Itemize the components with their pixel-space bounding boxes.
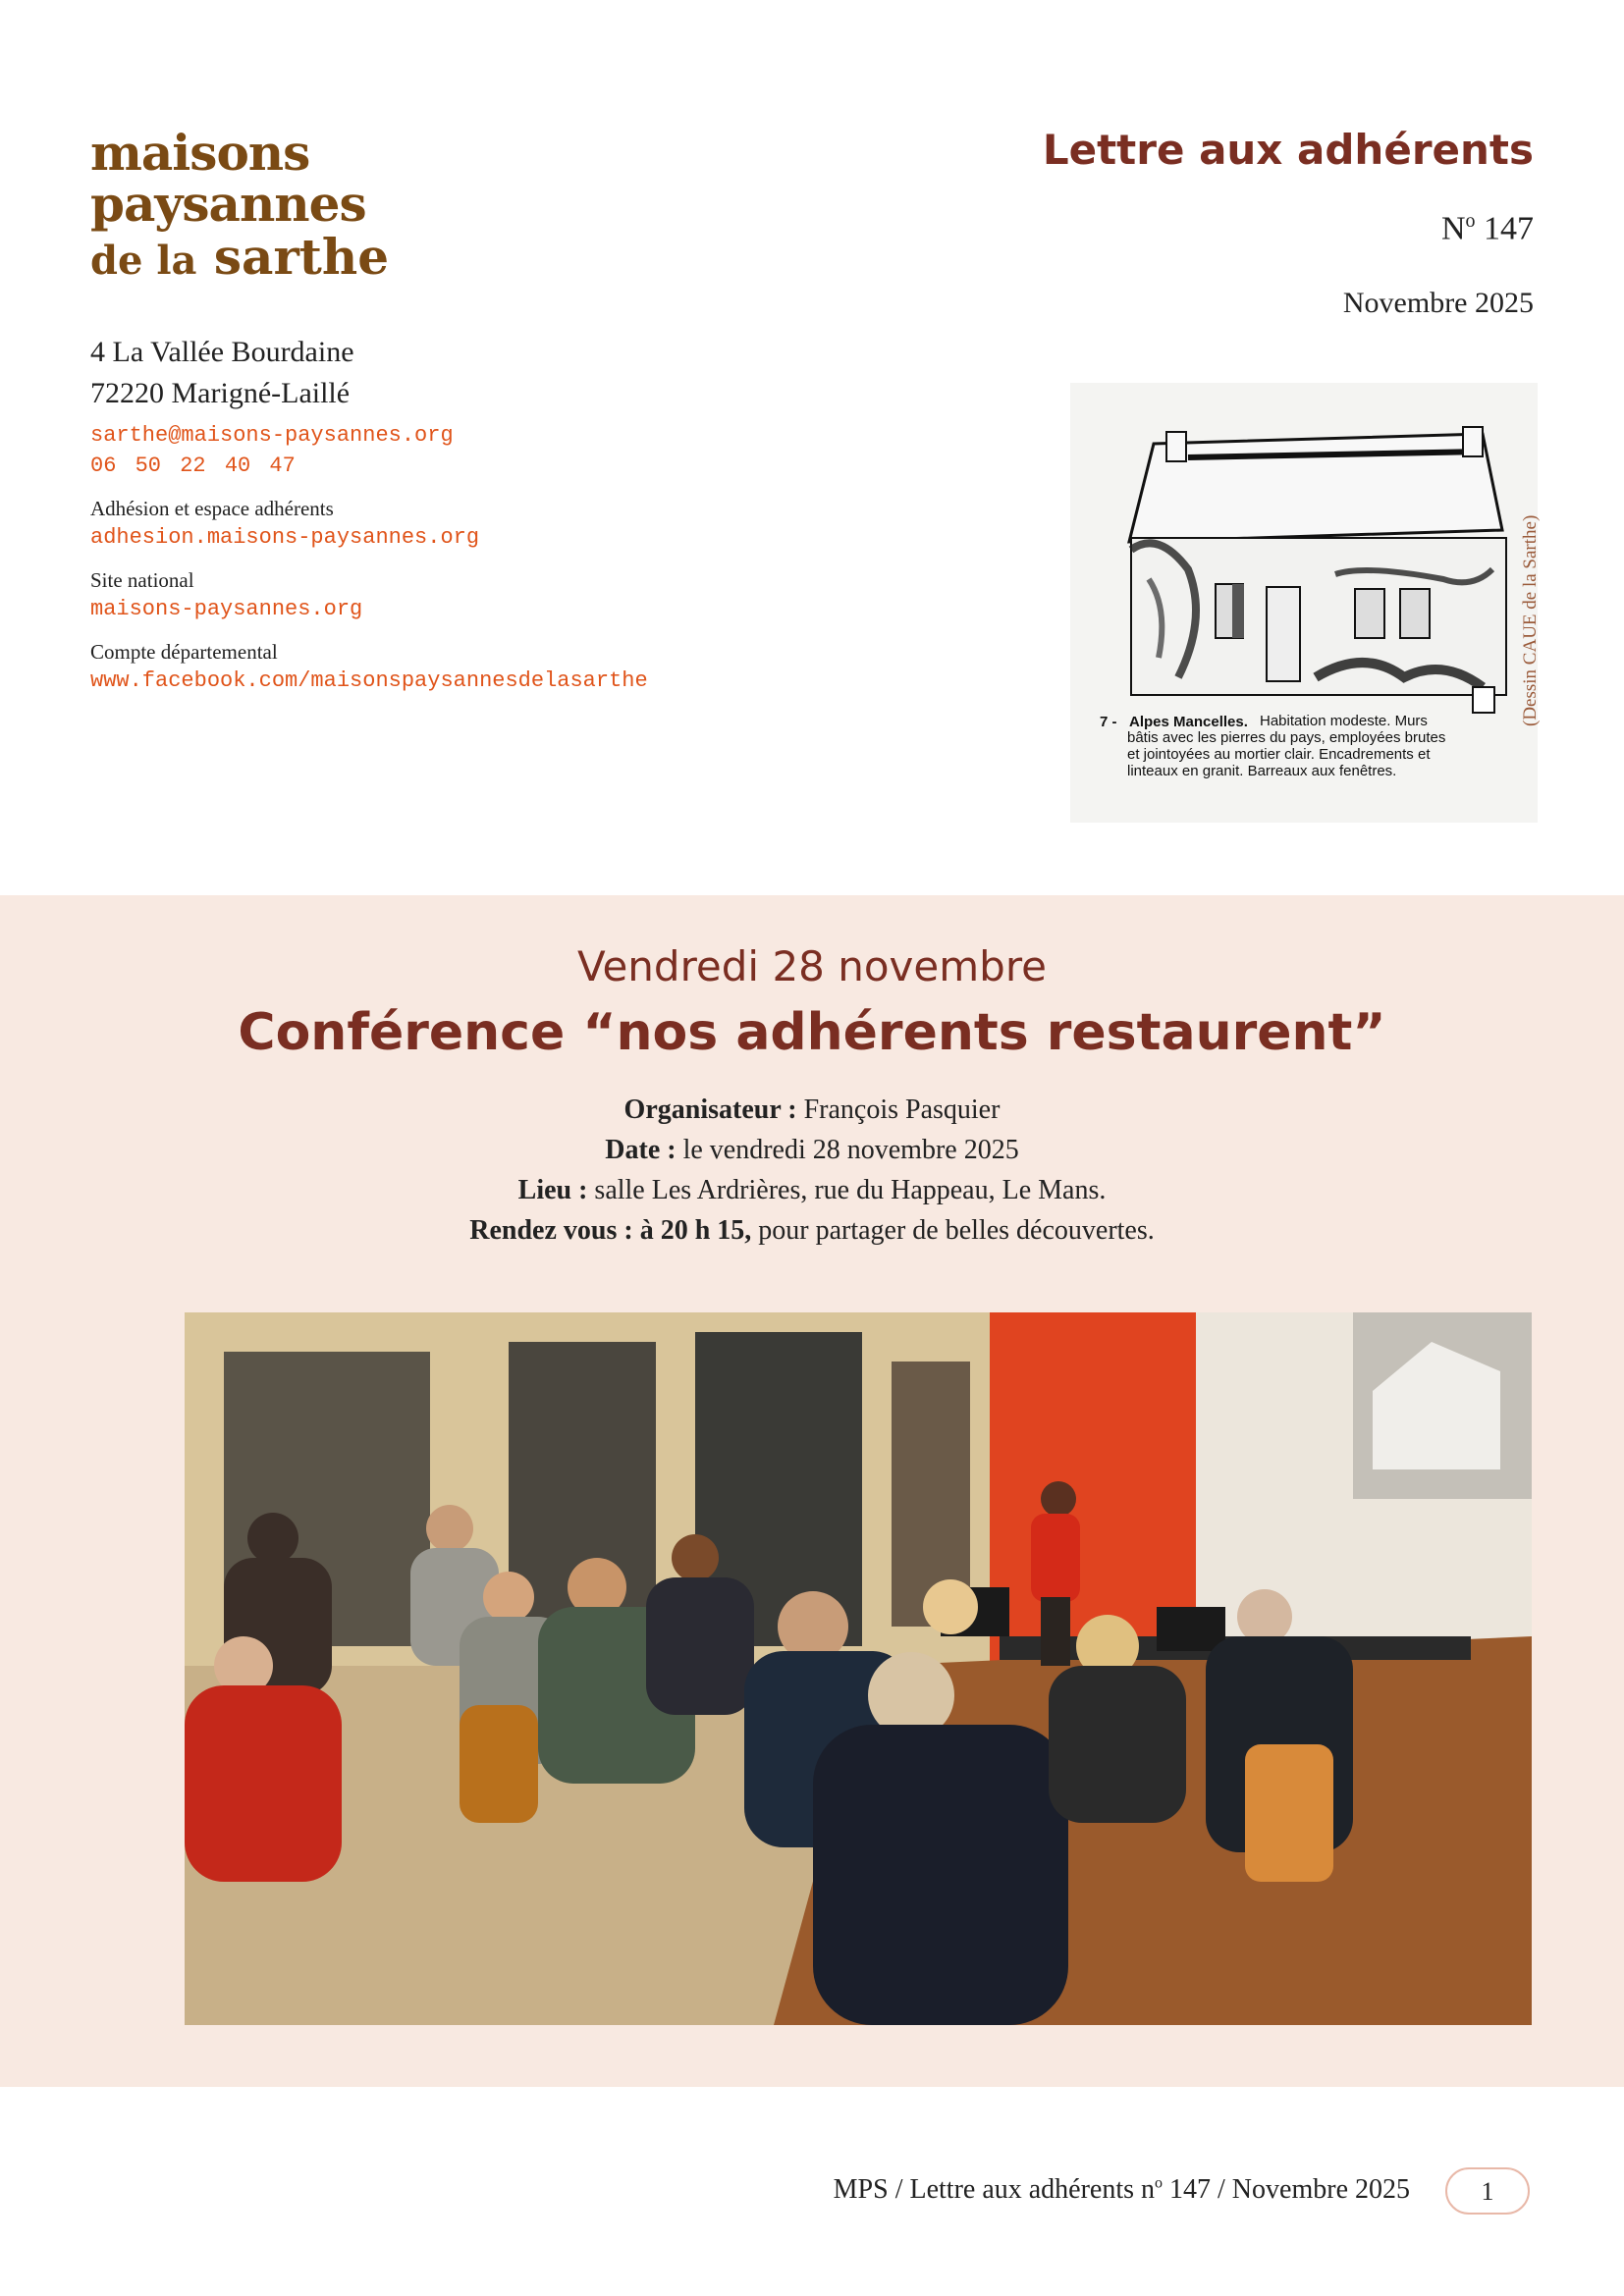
rdv-label: Rendez vous : à 20 h 15, <box>469 1215 752 1246</box>
logo-line-2: paysannes <box>90 175 366 233</box>
logo-line-3-small: de la <box>90 238 197 284</box>
issue-number-prefix: N <box>1440 210 1466 247</box>
footer-text-after: 147 / Novembre 2025 <box>1163 2174 1410 2205</box>
organisateur-label: Organisateur : <box>623 1095 797 1125</box>
date-label: Date : <box>605 1135 677 1165</box>
site-link[interactable]: maisons-paysannes.org <box>90 597 363 621</box>
organisateur-value: François Pasquier <box>803 1095 1001 1125</box>
site-label: Site national <box>90 568 194 592</box>
logo-line-1: maisons <box>90 124 310 182</box>
footer-text-before: MPS / Lettre aux adhérents n <box>833 2174 1156 2205</box>
adhesion-label: Adhésion et espace adhérents <box>90 497 334 520</box>
newsletter-header <box>1043 126 1534 174</box>
event-rdv <box>0 1210 1624 1251</box>
contact-block <box>90 420 648 696</box>
issue-number-value: 147 <box>1484 210 1534 247</box>
adhesion-link[interactable]: adhesion.maisons-paysannes.org <box>90 525 480 550</box>
phone-number[interactable]: 06 50 22 40 47 <box>90 454 296 478</box>
lieu-label: Lieu : <box>517 1175 588 1205</box>
logo-line-3-big: sarthe <box>213 228 390 286</box>
issue-number-sup: o <box>1465 210 1476 232</box>
date-value: le vendredi 28 novembre 2025 <box>682 1135 1019 1165</box>
email-link[interactable]: sarthe@maisons-paysannes.org <box>90 423 454 448</box>
facebook-link[interactable]: www.facebook.com/maisonspaysannesdelasarthe <box>90 668 648 693</box>
issue-number <box>1441 210 1534 247</box>
sketch-caption-title: Alpes Mancelles. <box>1129 714 1248 730</box>
event-title: Conférence “nos adhérents restaurent” <box>238 1003 1386 1062</box>
logo-line-3 <box>90 230 389 289</box>
footer-text <box>834 2174 1410 2206</box>
address-line-1: 4 La Vallée Bourdaine <box>90 336 354 368</box>
footer-text-sup: o <box>1155 2174 1164 2192</box>
issue-date: Novembre 2025 <box>1342 287 1534 319</box>
sketch-caption-text: Habitation modeste. Murs bâtis avec les pierres du pays, employées brutes et jointoyées au mortier clair. Encadrements et linteaux en granit. Barreaux aux fenêtres. <box>1127 713 1446 779</box>
event-lieu <box>0 1170 1624 1210</box>
address-line-2: 72220 Marigné-Laillé <box>90 377 351 409</box>
event-details <box>0 1090 1624 1251</box>
house-drawing <box>1070 383 1538 823</box>
compte-label: Compte départemental <box>90 640 278 664</box>
newsletter-title: Lettre aux adhérents <box>1042 126 1534 174</box>
sketch-caption-num: 7 - <box>1100 714 1117 730</box>
page-number: 1 <box>1445 2167 1530 2215</box>
event-organisateur <box>0 1090 1624 1130</box>
lieu-value: salle Les Ardrières, rue du Happeau, Le Mans. <box>594 1175 1107 1205</box>
conference-photo <box>185 1312 1532 2025</box>
event-date-heading: Vendredi 28 novembre <box>576 942 1048 990</box>
conference-scene <box>185 1312 1532 2025</box>
rdv-value: pour partager de belles découvertes. <box>758 1215 1155 1246</box>
sketch-credit: (Dessin CAUE de la Sarthe) <box>1520 514 1541 726</box>
postal-address <box>90 332 354 414</box>
house-sketch-illustration <box>1070 383 1538 823</box>
logo <box>90 124 390 289</box>
event-date <box>0 1130 1624 1170</box>
